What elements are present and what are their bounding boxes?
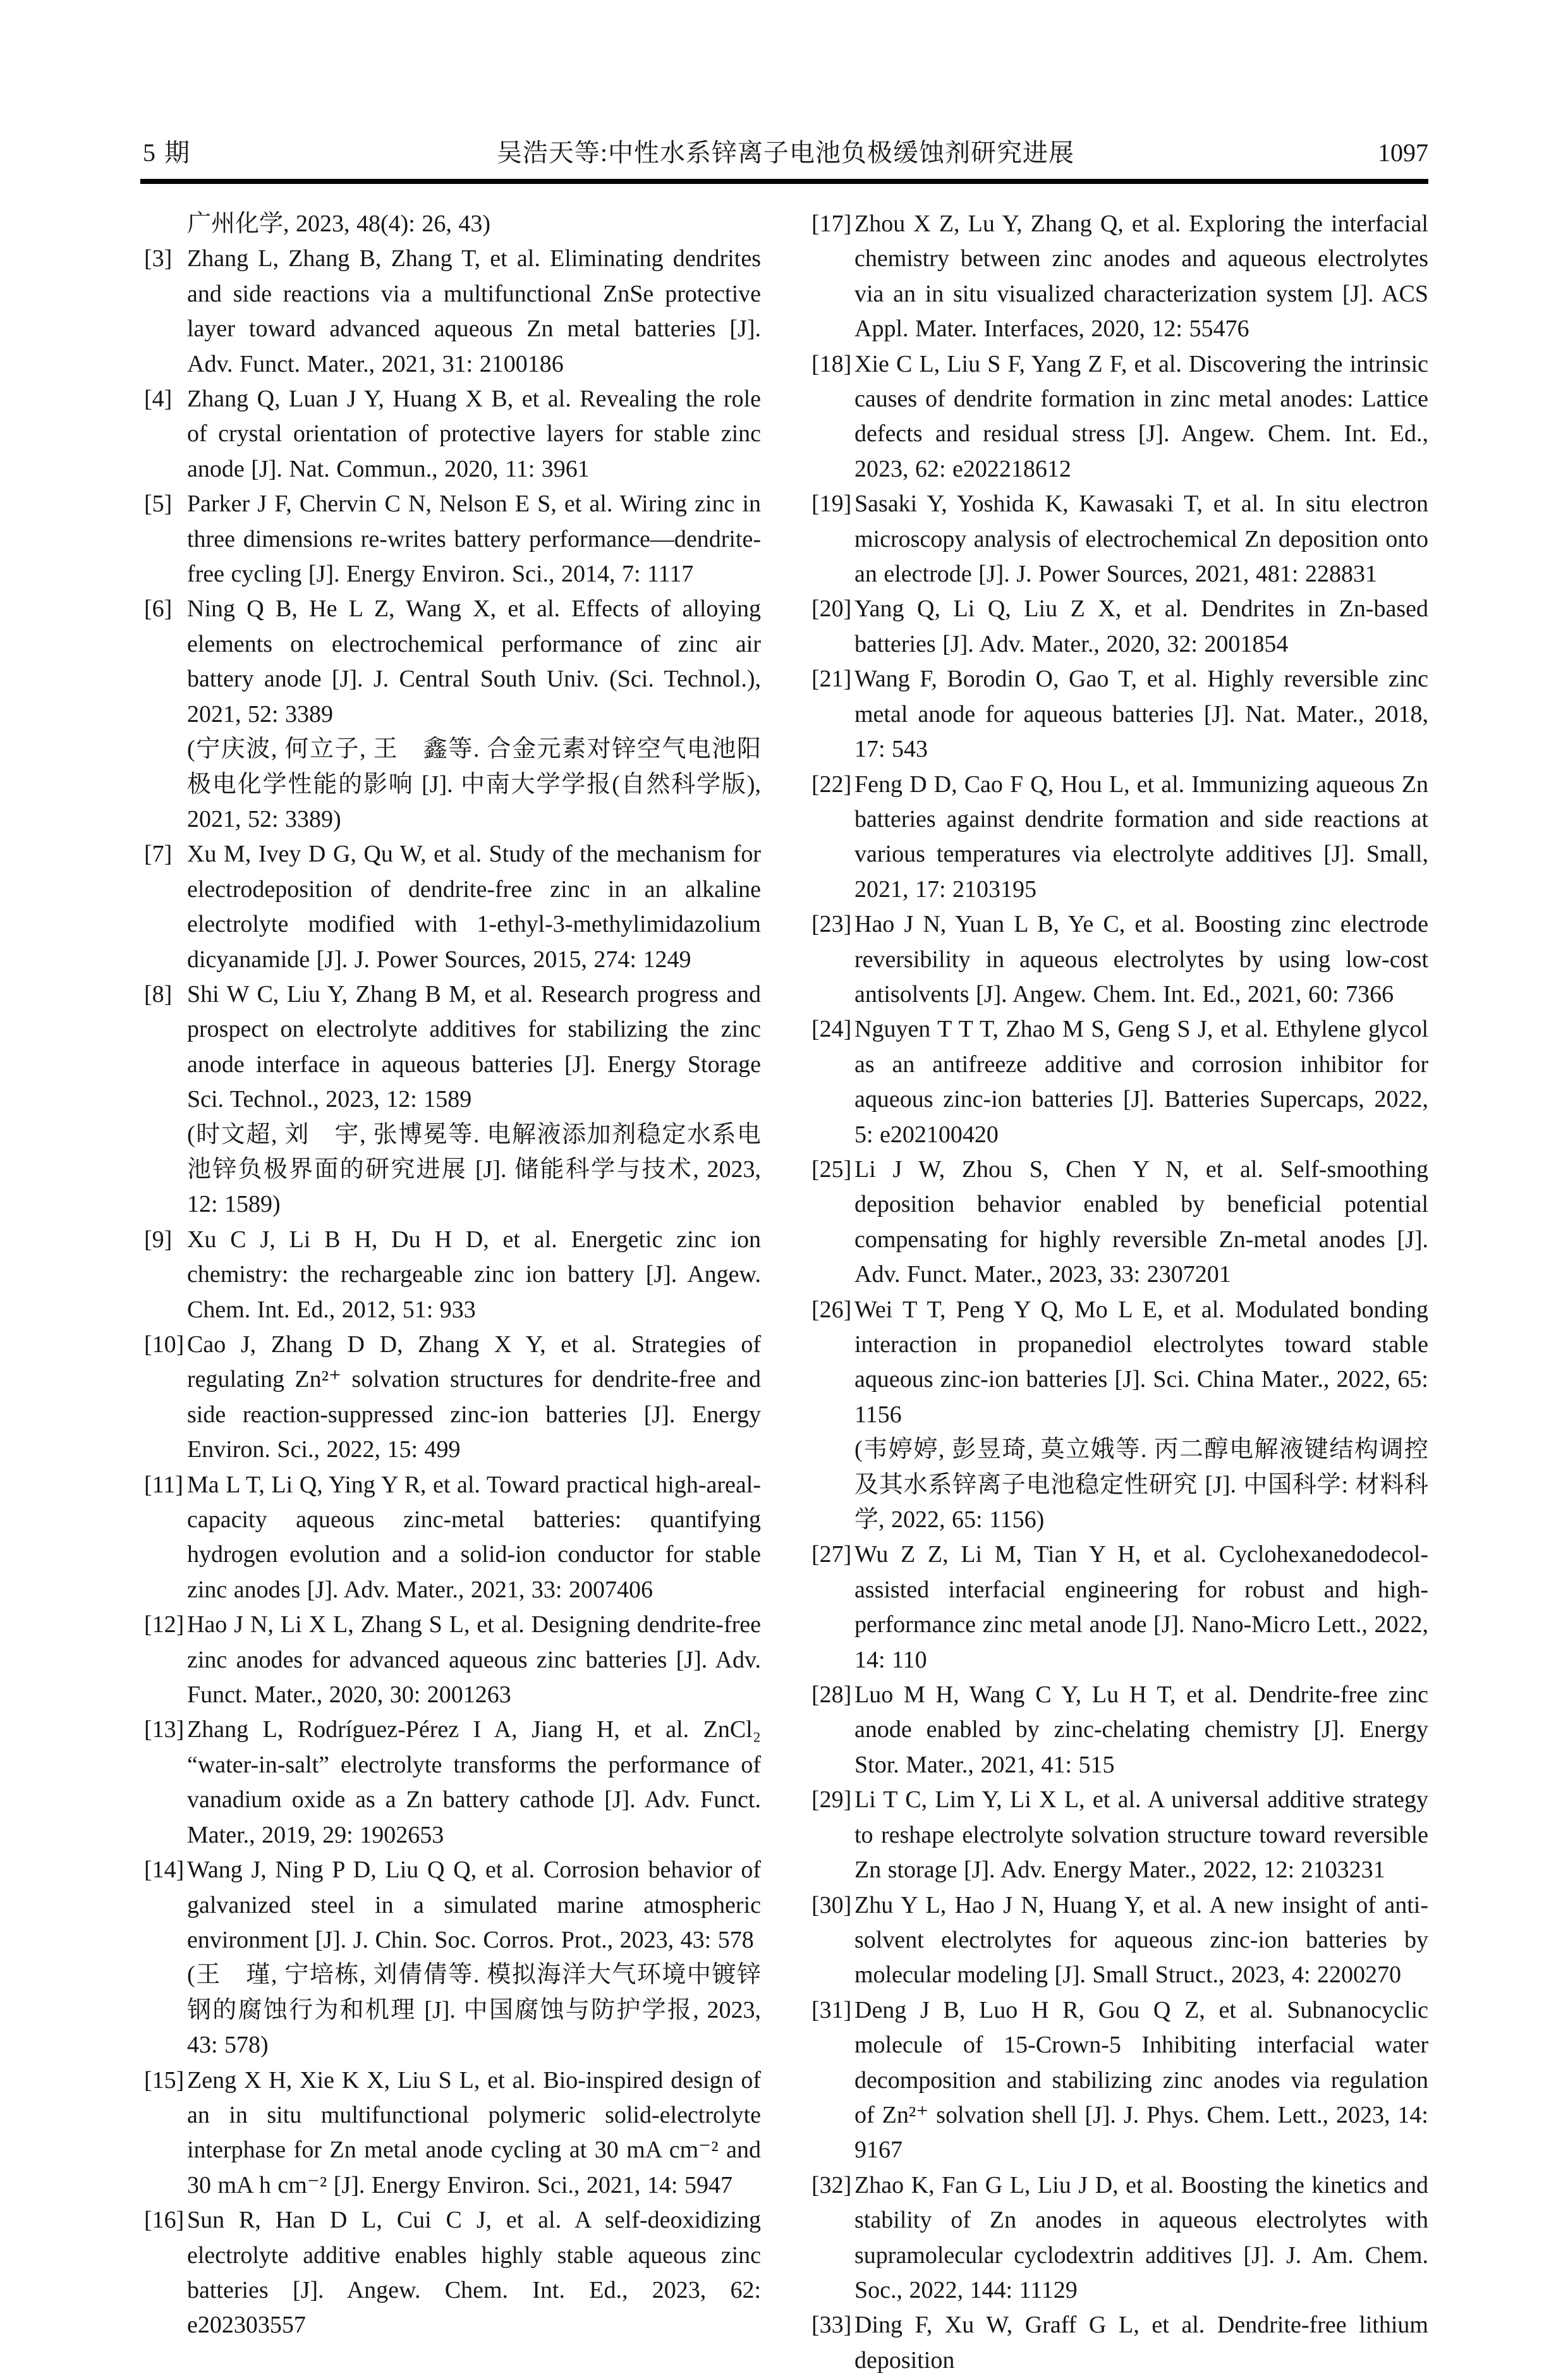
- reference-text: [187, 382, 761, 487]
- reference-text: [854, 1537, 1428, 1678]
- reference-item: [811, 347, 1428, 487]
- reference-item: [144, 837, 761, 977]
- reference-text: [854, 907, 1428, 1012]
- reference-label: [11]: [144, 1471, 183, 1498]
- reference-item: [144, 1223, 761, 1327]
- reference-label: [5]: [144, 491, 173, 518]
- reference-text: [187, 1853, 761, 2063]
- reference-text: [187, 592, 761, 837]
- reference-text: [854, 1293, 1428, 1538]
- reference-item: [144, 1853, 761, 2063]
- reference-label: [26]: [811, 1296, 852, 1323]
- journal-issue-label: 5 期: [143, 138, 191, 167]
- reference-item: [144, 1468, 761, 1608]
- reference-text-segment: Hao J N, Li X L, Zhang S L, et al. Designing dendrite-free zinc anodes for advanced aqueous zinc batteries [J]. Adv. Funct. Mater., 2020, 30: 2001263: [187, 1611, 761, 1709]
- reference-text-segment: Ning Q B, He L Z, Wang X, et al. Effects of alloying elements on electrochemical performance of zinc air battery anode [J]. J. Central South Univ. (Sci. Technol.), 2021, 52: 3389: [187, 595, 761, 728]
- running-title: 吴浩天等:中性水系锌离子电池负极缓蚀剂研究进展: [496, 138, 1075, 167]
- reference-text: [187, 2203, 761, 2343]
- page-header: [143, 133, 1428, 169]
- reference-item: [811, 1012, 1428, 1152]
- reference-text: [187, 977, 761, 1223]
- reference-item: [144, 1607, 761, 1712]
- reference-label: [12]: [144, 1611, 185, 1638]
- reference-text: [854, 1888, 1428, 1993]
- reference-text-segment: Wei T T, Peng Y Q, Mo L E, et al. Modulated bonding interaction in propanediol electrolytes toward stable aqueous zinc-ion batteries [J]. Sci. China Mater., 2022, 65: 1156: [854, 1296, 1428, 1428]
- reference-text: [187, 1223, 761, 1327]
- reference-text-segment: (韦婷婷, 彭昱琦, 莫立娥等. 丙二醇电解液键结构调控及其水系锌离子电池稳定性研究 [J]. 中国科学: 材料科学, 2022, 65: 1156): [854, 1436, 1428, 1534]
- reference-text: [854, 1783, 1428, 1887]
- reference-label: [3]: [144, 245, 173, 272]
- reference-item: [811, 207, 1428, 347]
- reference-text: [854, 1152, 1428, 1293]
- reference-text-segment: Zhang L, Zhang B, Zhang T, et al. Eliminating dendrites and side reactions via a multifunctional ZnSe protective layer toward advanced aqueous Zn metal batteries [J]. Adv. Funct. Mater., 2021, 31: 2100186: [187, 245, 761, 377]
- reference-text-segment: Wang J, Ning P D, Liu Q Q, et al. Corrosion behavior of galvanized steel in a simulated marine atmospheric environment [J]. J. Chin. Soc. Corros. Prot., 2023, 43: 578: [187, 1857, 761, 1953]
- reference-text-segment: (时文超, 刘 宇, 张博冕等. 电解液添加剂稳定水系电池锌负极界面的研究进展 [J]. 储能科学与技术, 2023, 12: 1589): [187, 1121, 761, 1218]
- reference-text-segment: Sasaki Y, Yoshida K, Kawasaki T, et al. In situ electron microscopy analysis of electrochemical Zn deposition onto an electrode [J]. J. Power Sources, 2021, 481: 228831: [854, 491, 1428, 588]
- reference-text-segment: Shi W C, Liu Y, Zhang B M, et al. Research progress and prospect on electrolyte additives for stabilizing the zinc anode interface in aqueous batteries [J]. Energy Storage Sci. Technol., 2023, 12: 1589: [187, 980, 761, 1113]
- reference-text: [854, 347, 1428, 487]
- reference-text: [187, 1607, 761, 1712]
- reference-text-segment: Yang Q, Li Q, Liu Z X, et al. Dendrites in Zn-based batteries [J]. Adv. Mater., 2020, 32: 2001854: [854, 595, 1428, 657]
- reference-label: [20]: [811, 595, 852, 623]
- reference-text-segment: Li T C, Lim Y, Li X L, et al. A universal additive strategy to reshape electrolyte solvation structure toward reversible Zn storage [J]. Adv. Energy Mater., 2022, 12: 2103231: [854, 1786, 1428, 1884]
- reference-text-segment: Xu C J, Li B H, Du H D, et al. Energetic zinc ion chemistry: the rechargeable zinc ion battery [J]. Angew. Chem. Int. Ed., 2012, 51: 933: [187, 1226, 761, 1323]
- reference-label: [18]: [811, 350, 852, 377]
- reference-text-segment: Zeng X H, Xie K X, Liu S L, et al. Bio-inspired design of an in situ multifunctional polymeric solid-electrolyte interphase for Zn metal anode cycling at 30 mA cm⁻² and 30 mA h cm⁻² [J]. Energy Environ. Sci., 2021, 14: 5947: [187, 2066, 761, 2198]
- reference-label: [15]: [144, 2066, 185, 2094]
- references-section: [144, 207, 1428, 2378]
- reference-label: [13]: [144, 1716, 185, 1743]
- reference-text: [187, 487, 761, 592]
- reference-text: [187, 1712, 761, 1853]
- reference-text-segment: Cao J, Zhang D D, Zhang X Y, et al. Strategies of regulating Zn²⁺ solvation structures for dendrite-free and side reaction-suppressed zinc-ion batteries [J]. Energy Environ. Sci., 2022, 15: 499: [187, 1331, 761, 1463]
- reference-text-segment: Zhang L, Rodríguez-Pérez I A, Jiang H, et al. ZnCl₂ “water-in-salt” electrolyte transforms the performance of vanadium oxide as a Zn battery cathode [J]. Adv. Funct. Mater., 2019, 29: 1902653: [187, 1716, 761, 1848]
- reference-text: [187, 1327, 761, 1468]
- reference-text: [854, 487, 1428, 592]
- reference-label: [21]: [811, 666, 852, 693]
- reference-label: [16]: [144, 2207, 185, 2234]
- reference-text-segment: Zhu Y L, Hao J N, Huang Y, et al. A new insight of anti-solvent electrolytes for aqueous zinc-ion batteries by molecular modeling [J]. Small Struct., 2023, 4: 2200270: [854, 1891, 1428, 1989]
- reference-item: [811, 1678, 1428, 1783]
- reference-item: [144, 592, 761, 837]
- references-column-right: [811, 207, 1428, 2378]
- reference-item: [811, 2308, 1428, 2378]
- reference-item: [144, 977, 761, 1223]
- reference-item: [144, 382, 761, 487]
- reference-text-segment: Wang F, Borodin O, Gao T, et al. Highly reversible zinc metal anode for aqueous batteries [J]. Nat. Mater., 2018, 17: 543: [854, 666, 1428, 763]
- reference-text-segment: 广州化学, 2023, 48(4): 26, 43): [187, 210, 491, 237]
- reference-label: [4]: [144, 386, 173, 413]
- reference-text: [854, 767, 1428, 908]
- reference-label: [14]: [144, 1857, 185, 1884]
- reference-label: [8]: [144, 980, 173, 1008]
- reference-text: [854, 592, 1428, 662]
- reference-text-segment: Xie C L, Liu S F, Yang Z F, et al. Discovering the intrinsic causes of dendrite formation in zinc metal anodes: Lattice defects and residual stress [J]. Angew. Chem. Int. Ed., 2023, 62: e202218612: [854, 350, 1428, 482]
- reference-text: [854, 1993, 1428, 2168]
- reference-label: [17]: [811, 210, 852, 237]
- reference-text-segment: Wu Z Z, Li M, Tian Y H, et al. Cyclohexanedodecol-assisted interfacial engineering for robust and high-performance zinc metal anode [J]. Nano-Micro Lett., 2022, 14: 110: [854, 1541, 1428, 1673]
- reference-text-segment: Deng J B, Luo H R, Gou Q Z, et al. Subnanocyclic molecule of 15-Crown-5 Inhibiting interfacial water decomposition and stabilizing zinc anodes via regulation of Zn²⁺ solvation shell [J]. J. Phys. Chem. Lett., 2023, 14: 9167: [854, 1996, 1428, 2164]
- reference-item: [811, 2168, 1428, 2308]
- reference-label: [31]: [811, 1996, 852, 2023]
- reference-item: [811, 1993, 1428, 2168]
- reference-label: [23]: [811, 911, 852, 938]
- reference-item: [811, 592, 1428, 662]
- reference-text: [854, 662, 1428, 767]
- reference-text: [187, 2063, 761, 2204]
- reference-item: [144, 1327, 761, 1468]
- reference-text-segment: Feng D D, Cao F Q, Hou L, et al. Immunizing aqueous Zn batteries against dendrite formation and side reactions at various temperatures via electrolyte additives [J]. Small, 2021, 17: 2103195: [854, 771, 1428, 903]
- reference-label: [10]: [144, 1331, 185, 1358]
- reference-label: [33]: [811, 2312, 852, 2339]
- reference-item: [811, 767, 1428, 908]
- reference-label: [29]: [811, 1786, 852, 1814]
- reference-text: [854, 207, 1428, 347]
- reference-text: [854, 2308, 1428, 2378]
- reference-item: [144, 2063, 761, 2204]
- reference-text-segment: Zhang Q, Luan J Y, Huang X B, et al. Revealing the role of crystal orientation of protective layers for stable zinc anode [J]. Nat. Commun., 2020, 11: 3961: [187, 386, 761, 482]
- reference-text-segment: Xu M, Ivey D G, Qu W, et al. Study of the mechanism for electrodeposition of dendrite-free zinc in an alkaline electrolyte modified with 1-ethyl-3-methylimidazolium dicyanamide [J]. J. Power Sources, 2015, 274: 1249: [187, 841, 761, 973]
- reference-label: [22]: [811, 771, 852, 798]
- reference-item: [811, 1152, 1428, 1293]
- reference-item: [811, 1293, 1428, 1538]
- reference-text-segment: Luo M H, Wang C Y, Lu H T, et al. Dendrite-free zinc anode enabled by zinc-chelating chemistry [J]. Energy Stor. Mater., 2021, 41: 515: [854, 1681, 1428, 1778]
- reference-label: [27]: [811, 1541, 852, 1568]
- reference-label: [9]: [144, 1226, 173, 1253]
- header-rule: [140, 179, 1428, 184]
- reference-item: [811, 1783, 1428, 1887]
- reference-label: [30]: [811, 1891, 852, 1918]
- reference-text-segment: Sun R, Han D L, Cui C J, et al. A self-deoxidizing electrolyte additive enables highly stable aqueous zinc batteries [J]. Angew. Chem. Int. Ed., 2023, 62: e202303557: [187, 2207, 761, 2339]
- reference-item: [811, 487, 1428, 592]
- reference-text: [187, 207, 761, 241]
- reference-item: [144, 2203, 761, 2343]
- reference-text: [854, 2168, 1428, 2308]
- reference-item: [811, 1888, 1428, 1993]
- page-number: 1097: [1378, 138, 1428, 167]
- reference-text: [187, 1468, 761, 1608]
- reference-text: [187, 241, 761, 382]
- reference-text: [187, 837, 761, 977]
- reference-text-segment: Parker J F, Chervin C N, Nelson E S, et al. Wiring zinc in three dimensions re-writes battery performance—dendrite-free cycling [J]. Energy Environ. Sci., 2014, 7: 1117: [187, 491, 761, 588]
- reference-label: [19]: [811, 491, 852, 518]
- reference-text-segment: Ding F, Xu W, Graff G L, et al. Dendrite-free lithium deposition: [854, 2312, 1428, 2374]
- reference-text-segment: Nguyen T T T, Zhao M S, Geng S J, et al. Ethylene glycol as an antifreeze additive and corrosion inhibitor for aqueous zinc-ion batteries [J]. Batteries Supercaps, 2022, 5: e202100420: [854, 1016, 1428, 1148]
- reference-label: [24]: [811, 1016, 852, 1043]
- reference-text-segment: (宁庆波, 何立子, 王 鑫等. 合金元素对锌空气电池阳极电化学性能的影响 [J]. 中南大学学报(自然科学版), 2021, 52: 3389): [187, 736, 761, 832]
- reference-item: [144, 241, 761, 382]
- reference-text-segment: Zhou X Z, Lu Y, Zhang Q, et al. Exploring the interfacial chemistry between zinc anodes and aqueous electrolytes via an in situ visualized characterization system [J]. ACS Appl. Mater. Interfaces, 2020, 12: 55476: [854, 210, 1428, 343]
- reference-text-segment: (王 瑾, 宁培栋, 刘倩倩等. 模拟海洋大气环境中镀锌钢的腐蚀行为和机理 [J]. 中国腐蚀与防护学报, 2023, 43: 578): [187, 1961, 761, 2059]
- reference-label: [7]: [144, 841, 173, 868]
- reference-text: [854, 1012, 1428, 1152]
- reference-item: [144, 1712, 761, 1853]
- reference-label: [25]: [811, 1155, 852, 1183]
- reference-item: [811, 662, 1428, 767]
- reference-item: [144, 487, 761, 592]
- reference-label: [6]: [144, 595, 173, 623]
- reference-label: [28]: [811, 1681, 852, 1709]
- reference-item: [811, 1537, 1428, 1678]
- reference-label: [32]: [811, 2171, 852, 2198]
- reference-item: [144, 207, 761, 241]
- reference-text: [854, 1678, 1428, 1783]
- reference-text-segment: Hao J N, Yuan L B, Ye C, et al. Boosting zinc electrode reversibility in aqueous electrolytes by using low-cost antisolvents [J]. Angew. Chem. Int. Ed., 2021, 60: 7366: [854, 911, 1428, 1008]
- reference-text-segment: Zhao K, Fan G L, Liu J D, et al. Boosting the kinetics and stability of Zn anodes in aqueous electrolytes with supramolecular cyclodextrin additives [J]. J. Am. Chem. Soc., 2022, 144: 11129: [854, 2171, 1428, 2303]
- reference-text-segment: Li J W, Zhou S, Chen Y N, et al. Self-smoothing deposition behavior enabled by beneficial potential compensating for highly reversible Zn-metal anodes [J]. Adv. Funct. Mater., 2023, 33: 2307201: [854, 1155, 1428, 1288]
- references-column-left: [144, 207, 761, 2378]
- reference-text-segment: Ma L T, Li Q, Ying Y R, et al. Toward practical high-areal-capacity aqueous zinc-metal batteries: quantifying hydrogen evolution and a solid-ion conductor for stable zinc anodes [J]. Adv. Mater., 2021, 33: 2007406: [187, 1471, 761, 1603]
- reference-item: [811, 907, 1428, 1012]
